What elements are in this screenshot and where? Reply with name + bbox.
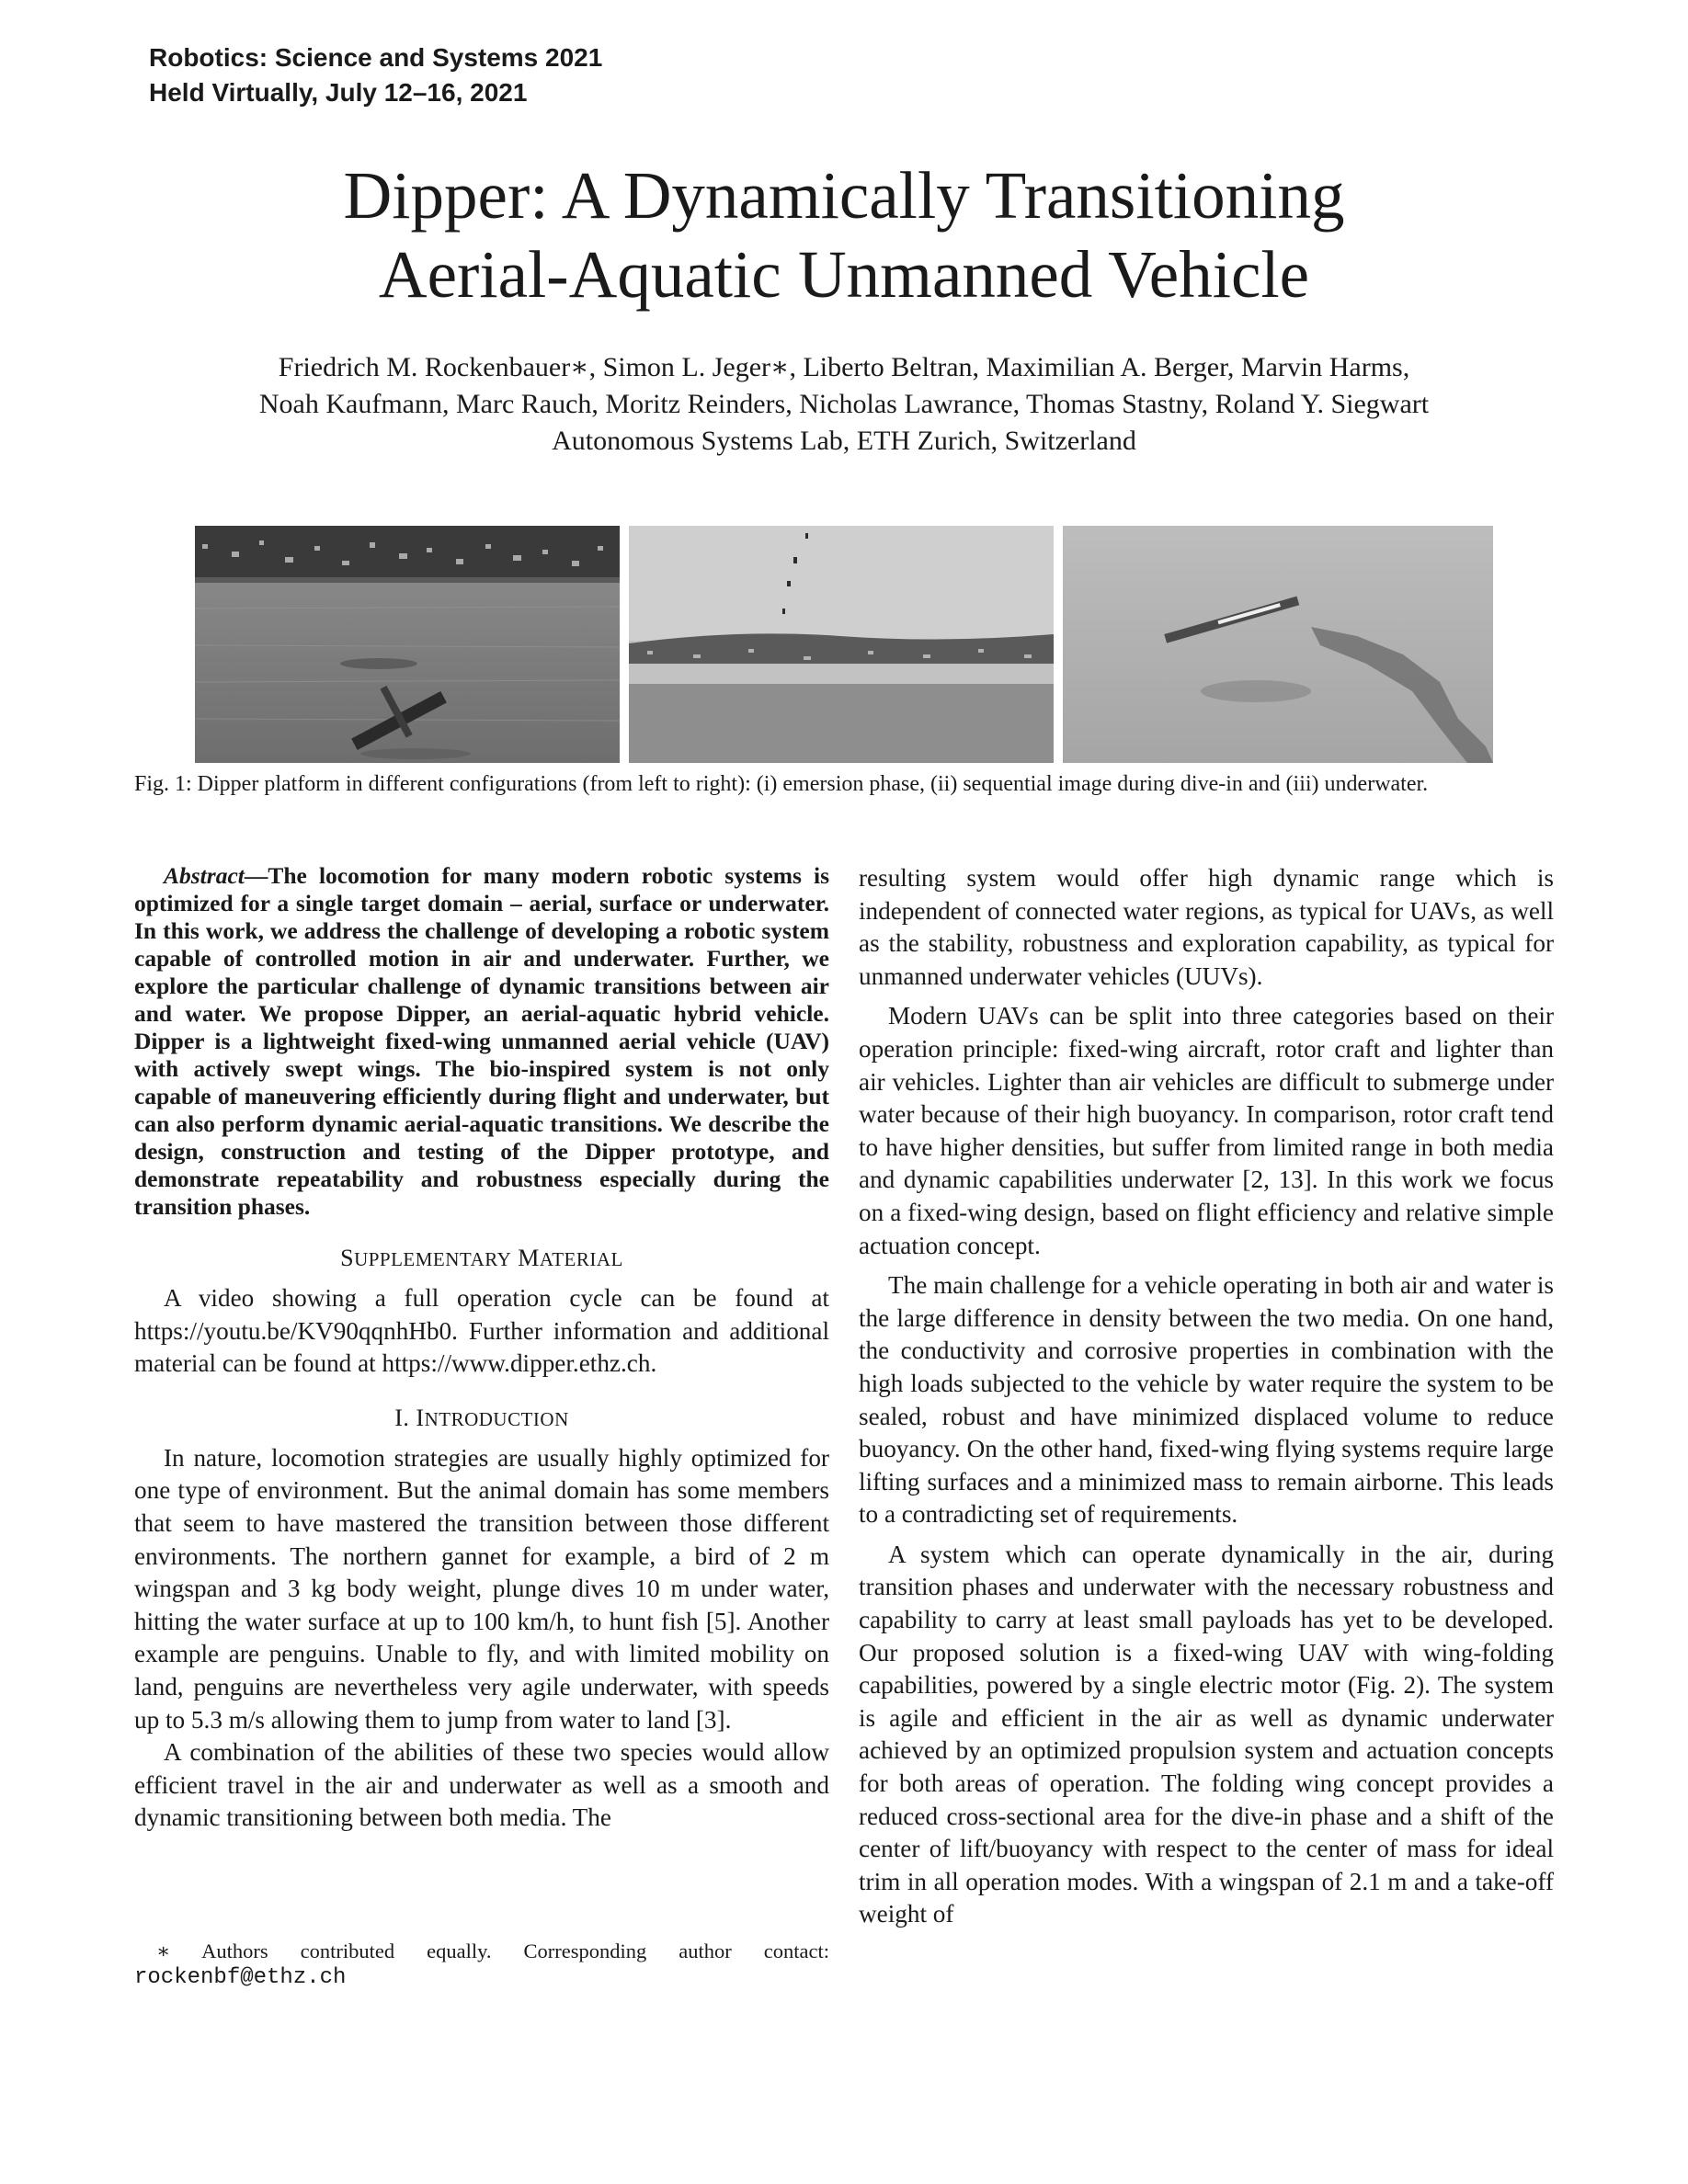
- intro-paragraph-1: In nature, locomotion strategies are usually highly optimized for one type of environment. But the animal domain has some members that seem to have mastered the transition between those different environments. The northern gannet for example, a bird of 2 m wingspan and 3 kg body weight, plunge dives 10 m under water, hitting the water surface at up to 100 km/h, to hunt fish [5]. Another example are penguins. Unable to fly, and with limited mobility on land, penguins are nevertheless very agile underwater, with speeds up to 5.3 m/s allowing them to jump from water to land [3].: [134, 1443, 829, 1734]
- photo-dive-in-sequence: [629, 526, 1054, 763]
- authors-line-1: Friedrich M. Rockenbauer∗, Simon L. Jeger∗, Liberto Beltran, Maximilian A. Berger, Marvin Harms,: [278, 352, 1410, 382]
- supplementary-paragraph: A video showing a full operation cycle can be found at https://youtu.be/KV90qqnhHb0. Further information and additional material can be found at https://www.dipper.ethz.ch.: [134, 1284, 829, 1378]
- abstract-label: Abstract: [164, 862, 245, 889]
- venue-line-1: Robotics: Science and Systems 2021: [149, 43, 603, 72]
- venue-line-2: Held Virtually, July 12–16, 2021: [149, 78, 528, 107]
- venue-header: [149, 40, 602, 110]
- footnote-email: rockenbf@ethz.ch: [134, 1965, 347, 1990]
- right-paragraph-2: Modern UAVs can be split into three categories based on their operation principle: fixed-wing aircraft, rotor craft and lighter than air vehicles. Lighter than air vehicles are difficult to submerge under water because of their high buoyancy. In comparison, rotor craft tend to have higher densities, but suffer from limited range in both media and dynamic capabilities underwater [2, 13]. In this work we focus on a fixed-wing design, based on flight efficiency and relative simple actuation concept.: [859, 1002, 1554, 1259]
- affiliation: Autonomous Systems Lab, ETH Zurich, Switzerland: [552, 426, 1136, 456]
- title-line-1: Dipper: A Dynamically Transitioning: [343, 158, 1345, 233]
- right-column: [859, 862, 1554, 1931]
- right-paragraph-3: The main challenge for a vehicle operating in both air and water is the large difference in density between the two media. On one hand, the conductivity and corrosive properties in combination with the high loads subjected to the vehicle by water require the system to be sealed, robust and have minimized displaced volume to reduce buoyancy. On the other hand, fixed-wing flying systems require large lifting surfaces and a minimized mass to remain airborne. This leads to a contradicting set of requirements.: [859, 1271, 1554, 1529]
- section-heading-supplementary: SUPPLEMENTARY MATERIAL: [340, 1245, 623, 1271]
- authors-line-2: Noah Kaufmann, Marc Rauch, Moritz Reinders, Nicholas Lawrance, Thomas Stastny, Roland Y. Siegwart: [258, 389, 1430, 419]
- footnote: [134, 1938, 829, 1991]
- left-column: [134, 862, 829, 1835]
- photo-emersion-phase: [195, 526, 620, 763]
- footnote-text: ∗ Authors contributed equally. Corresponding author contact:: [156, 1939, 829, 1962]
- abstract: Abstract—The locomotion for many modern robotic systems is optimized for a single target domain – aerial, surface or underwater. In this work, we address the challenge of developing a robotic system capable of controlled motion in air and underwater. Further, we explore the particular challenge of dynamic transitions between air and water. We propose Dipper, an aerial-aquatic hybrid vehicle. Dipper is a lightweight fixed-wing unmanned aerial vehicle (UAV) with actively swept wings. The bio-inspired system is not only capable of maneuvering efficiently during flight and underwater, but can also perform dynamic aerial-aquatic transitions. We describe the design, construction and testing of the Dipper prototype, and demonstrate repeatability and robustness especially during the transition phases.: [134, 862, 829, 1220]
- section-heading-introduction: I. INTRODUCTION: [394, 1404, 569, 1431]
- intro-paragraph-2: A combination of the abilities of these two species would allow efficient travel in the air and underwater as well as a smooth and dynamic transitioning between both media. The: [134, 1738, 829, 1832]
- abstract-text: The locomotion for many modern robotic systems is optimized for a single target domain – aerial, surface or underwater. In this work, we address the challenge of developing a robotic system capable of controlled motion in air and underwater. Further, we explore the particular challenge of dynamic transitions between air and water. We propose Dipper, an aerial-aquatic hybrid vehicle. Dipper is a lightweight fixed-wing unmanned aerial vehicle (UAV) with actively swept wings. The bio-inspired system is not only capable of maneuvering efficiently during flight and underwater, but can also perform dynamic aerial-aquatic transitions. We describe the design, construction and testing of the Dipper prototype, and demonstrate repeatability and robustness especially during the transition phases.: [134, 862, 829, 1220]
- author-block: [149, 349, 1539, 460]
- figure-1: [195, 526, 1493, 763]
- photo-underwater: [1063, 526, 1493, 763]
- right-paragraph-1: resulting system would offer high dynamic range which is independent of connected water regions, as typical for UAVs, as well as the stability, robustness and exploration capability, as typical for unmanned underwater vehicles (UUVs).: [859, 864, 1554, 990]
- paper-title: [149, 156, 1539, 314]
- title-line-2: Aerial-Aquatic Unmanned Vehicle: [378, 237, 1310, 312]
- right-paragraph-4: A system which can operate dynamically in the air, during transition phases and underwater with the necessary robustness and capability to carry at least small payloads has yet to be developed. Our proposed solution is a fixed-wing UAV with wing-folding capabilities, powered by a single electric motor (Fig. 2). The system is agile and efficient in the air as well as dynamic underwater achieved by an optimized propulsion system and actuation concepts for both areas of operation. The folding wing concept provides a reduced cross-sectional area for the dive-in phase and a shift of the center of lift/buoyancy with respect to the center of mass for ideal trim in all operation modes. With a wingspan of 2.1 m and a take-off weight of: [859, 1540, 1554, 1928]
- figure-caption: Fig. 1: Dipper platform in different configurations (from left to right): (i) emersion phase, (ii) sequential image during dive-in and (iii) underwater.: [134, 772, 1429, 796]
